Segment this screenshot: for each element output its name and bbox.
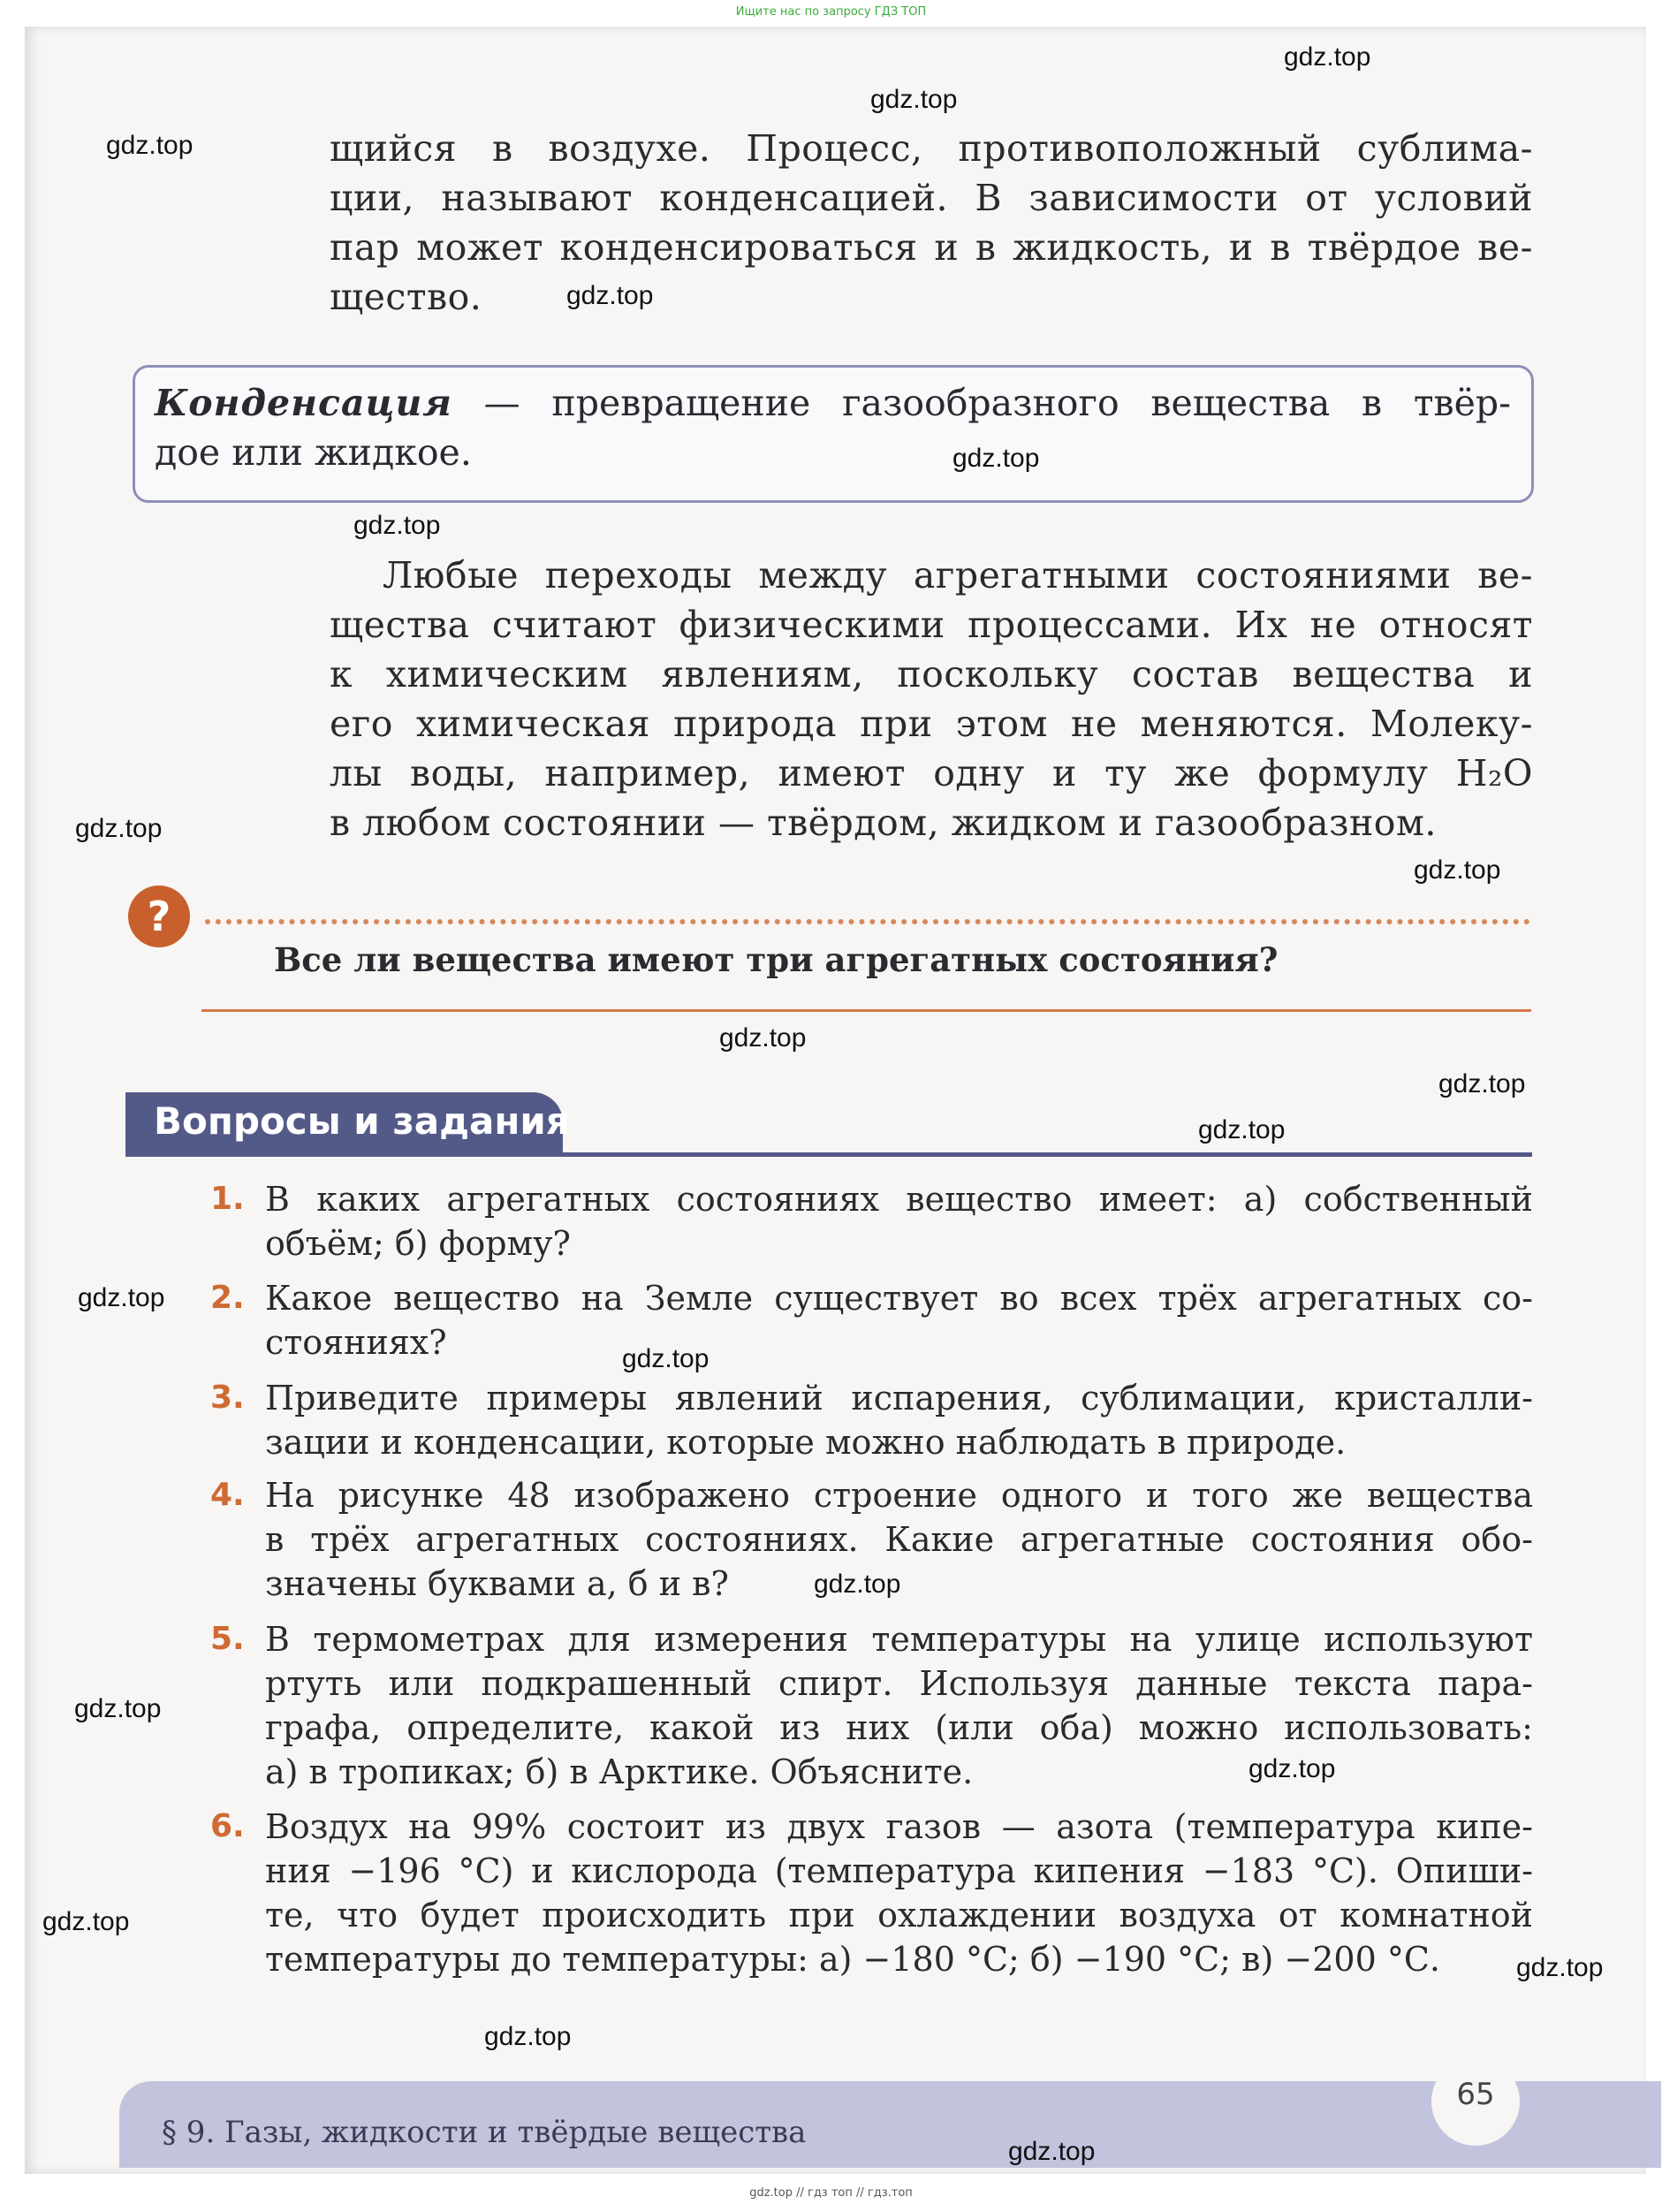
watermark: gdz.top bbox=[1284, 42, 1371, 72]
task-line: значены буквами а, б и в? bbox=[265, 1564, 729, 1603]
watermark: gdz.top bbox=[353, 511, 441, 540]
watermark: gdz.top bbox=[719, 1023, 807, 1053]
dotted-divider bbox=[205, 919, 1530, 924]
task-item bbox=[210, 1376, 1533, 1464]
task-text bbox=[265, 1805, 1533, 1981]
task-line: стояниях? bbox=[265, 1323, 447, 1362]
question-underline bbox=[201, 1009, 1531, 1012]
body-line: Любые переходы между агрегатными состояниями ве- bbox=[383, 554, 1533, 597]
task-line: В каких агрегатных состояниях вещество имеет: а) собственный bbox=[265, 1180, 1533, 1219]
watermark: gdz.top bbox=[78, 1283, 165, 1312]
task-line: Приведите примеры явлений испарения, сублимации, кристалли- bbox=[265, 1379, 1533, 1418]
task-line: в трёх агрегатных состояниях. Какие агрегатные состояния обо- bbox=[265, 1520, 1533, 1559]
intro-line: пар может конденсироваться и в жидкость, и в твёрдое ве- bbox=[330, 226, 1533, 269]
task-line: графа, определите, какой из них (или оба) можно использовать: bbox=[265, 1708, 1533, 1747]
task-item bbox=[210, 1177, 1533, 1266]
body-line: щества считают физическими процессами. Их не относят bbox=[330, 604, 1533, 646]
watermark: gdz.top bbox=[74, 1694, 162, 1723]
task-number: 3. bbox=[210, 1380, 245, 1416]
definition-term: Конденсация bbox=[155, 382, 452, 424]
watermark: gdz.top bbox=[1414, 855, 1501, 885]
watermark: gdz.top bbox=[566, 281, 654, 310]
task-line: Какое вещество на Земле существует во всех трёх агрегатных со- bbox=[265, 1279, 1533, 1318]
section-heading bbox=[125, 1092, 570, 1154]
question-icon: ? bbox=[128, 886, 190, 947]
body-paragraph bbox=[330, 551, 1533, 848]
intro-line: щество. bbox=[330, 276, 482, 318]
task-line: температуры до температуры: а) −180 °С; б) −190 °С; в) −200 °С. bbox=[265, 1940, 1440, 1979]
watermark: gdz.top bbox=[1248, 1754, 1336, 1783]
task-line: В термометрах для измерения температуры на улице используют bbox=[265, 1620, 1533, 1659]
top-banner: Ищите нас по запросу ГДЗ ТОП bbox=[735, 5, 927, 19]
body-line: лы воды, например, имеют одну и ту же формулу H₂O bbox=[330, 752, 1533, 794]
task-number: 2. bbox=[210, 1280, 245, 1316]
definition-rest: — превращение газообразного вещества в твёр- bbox=[452, 382, 1511, 424]
task-line: те, что будет происходить при охлаждении воздуха от комнатной bbox=[265, 1896, 1533, 1935]
task-text bbox=[265, 1276, 1533, 1364]
task-text bbox=[265, 1177, 1533, 1266]
watermark: gdz.top bbox=[870, 85, 958, 114]
watermark: gdz.top bbox=[1516, 1953, 1604, 1982]
section-title: Вопросы и задания bbox=[154, 1099, 570, 1143]
body-line: в любом состоянии — твёрдом, жидком и газообразном. bbox=[330, 802, 1437, 844]
task-line: зации и конденсации, которые можно наблюдать в природе. bbox=[265, 1423, 1347, 1462]
task-line: Воздух на 99% состоит из двух газов — азота (температура кипе- bbox=[265, 1807, 1533, 1846]
watermark: gdz.top bbox=[42, 1907, 130, 1936]
task-text bbox=[265, 1376, 1533, 1464]
body-line: его химическая природа при этом не меняются. Молеку- bbox=[330, 703, 1533, 745]
task-line: На рисунке 48 изображено строение одного и того же вещества bbox=[265, 1476, 1533, 1515]
task-item bbox=[210, 1276, 1533, 1364]
task-number: 4. bbox=[210, 1477, 245, 1513]
question-text: Все ли вещества имеют три агрегатных состояния? bbox=[274, 940, 1279, 979]
watermark: gdz.top bbox=[75, 814, 163, 843]
watermark: gdz.top bbox=[622, 1344, 710, 1373]
definition-line: дое или жидкое. bbox=[155, 431, 472, 474]
watermark: gdz.top bbox=[814, 1570, 901, 1599]
intro-paragraph bbox=[330, 124, 1533, 322]
task-item bbox=[210, 1617, 1533, 1794]
watermark: gdz.top bbox=[1438, 1069, 1526, 1098]
definition-text bbox=[155, 378, 1511, 477]
task-line: объём; б) форму? bbox=[265, 1224, 571, 1263]
intro-line: щийся в воздухе. Процесс, противоположный сублима- bbox=[330, 127, 1533, 170]
bottom-banner: gdz.top // гдз топ // гдз.топ bbox=[749, 2186, 913, 2200]
task-number: 6. bbox=[210, 1808, 245, 1844]
task-line: ния −196 °С) и кислорода (температура кипения −183 °С). Опиши- bbox=[265, 1851, 1533, 1890]
watermark: gdz.top bbox=[484, 2022, 572, 2051]
section-divider bbox=[125, 1152, 1532, 1157]
watermark: gdz.top bbox=[106, 131, 194, 160]
watermark: gdz.top bbox=[1198, 1115, 1286, 1144]
task-number: 1. bbox=[210, 1181, 245, 1217]
page-footer bbox=[119, 2081, 1661, 2168]
page-number: 65 bbox=[1431, 2057, 1520, 2146]
task-item bbox=[210, 1805, 1533, 1981]
task-text bbox=[265, 1617, 1533, 1794]
task-line: ртуть или подкрашенный спирт. Используя данные текста пара- bbox=[265, 1664, 1533, 1703]
watermark: gdz.top bbox=[1008, 2137, 1096, 2166]
task-number: 5. bbox=[210, 1621, 245, 1657]
body-line: к химическим явлениям, поскольку состав вещества и bbox=[330, 653, 1533, 696]
chapter-title: § 9. Газы, жидкости и твёрдые вещества bbox=[162, 2115, 807, 2150]
definition-line bbox=[155, 378, 1511, 428]
task-line: а) в тропиках; б) в Арктике. Объясните. bbox=[265, 1752, 974, 1791]
definition-box bbox=[133, 365, 1534, 503]
intro-line: ции, называют конденсацией. В зависимости от условий bbox=[330, 177, 1533, 219]
watermark: gdz.top bbox=[952, 444, 1040, 473]
